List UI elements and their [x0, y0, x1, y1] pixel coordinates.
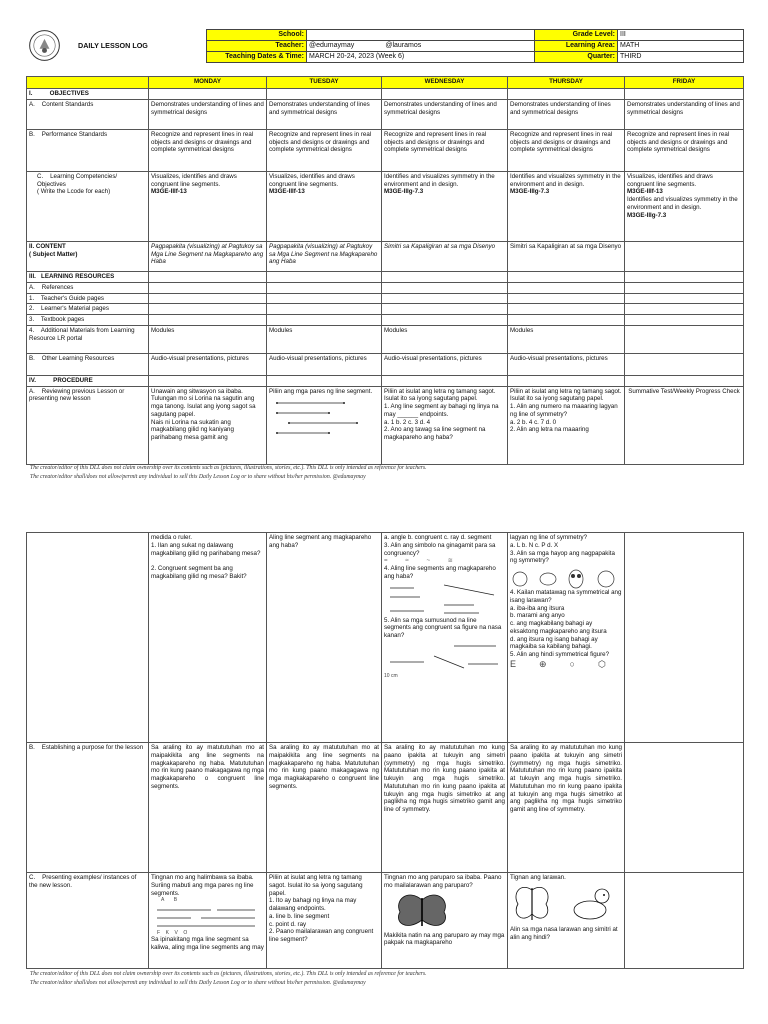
- review-thu: Piliin at isulat ang letra ng tamang sagot. Isulat ito sa iyong sagutang papel. 1. Alin ang numero na maaaring lagyan ng line of symmetry? a. 2 b. 4 c. 7 d. 0 2. Alin ang letra na maaaring: [508, 386, 625, 464]
- teacher-value: @edumaymay @lauramos: [307, 41, 535, 52]
- other-resources-label: B. Other Learning Resources: [27, 353, 149, 375]
- day-thursday: THURSDAY: [508, 77, 625, 89]
- content-standard-mon: Demonstrates understanding of lines and symmetrical designs: [149, 99, 267, 129]
- purpose-wed: Sa araling ito ay matututuhan mo kung paano ipakita at tukuyin ang simetri (symmetry) ng mga hugis simetriko. Matututuhan mo rin kung paano ipakita at tukuyin ang mga hugis simetriko. Matututuhan mo rin kung paano ipakita at tukuyin ang mga hugis simetriko at ang paglikha ng mga hugis simetriko gamit ang line of symmetry.: [382, 743, 508, 873]
- content-label: II. CONTENT ( Subject Matter): [27, 241, 149, 271]
- day-wednesday: WEDNESDAY: [382, 77, 508, 89]
- dates-value: MARCH 20-24, 2023 (Week 6): [307, 52, 535, 63]
- references-label: A. References: [27, 282, 149, 293]
- school-label: School:: [207, 30, 307, 41]
- other-resources-mon: Audio-visual presentations, pictures: [149, 353, 267, 375]
- content-mon: Pagpapakita (visualizing) at Pagtukoy sa Mga Line Segment na Magkapareho ang Haba: [149, 241, 267, 271]
- area-label: Learning Area:: [535, 41, 618, 52]
- resources-label: III. LEARNING RESOURCES: [27, 271, 149, 282]
- content-standard-wed: Demonstrates understanding of lines and symmetrical designs: [382, 99, 508, 129]
- purpose-tue: Sa araling ito ay matututuhan mo at maipakikita ang line segments na magkakapareho ng haba. Matututuhan mo rin kung paano makagagawa ng mga magkakapareho o congruent line segments.: [267, 743, 382, 873]
- page-2: [0, 512, 768, 1024]
- lcode-fri-b: M3GE-IIIg-7.3: [627, 211, 667, 219]
- header-info-grid: [206, 29, 744, 63]
- review-cont-mon: medida o ruler. 1. Ilan ang sukat ng dalawang magkabilang gilid ng parihabang mesa? 2. Congruent segment ba ang magkabilang gilid ng mesa? Bakit?: [149, 533, 267, 743]
- school-value: [307, 30, 535, 41]
- competencies-row: [27, 171, 744, 241]
- tb-row: [27, 315, 744, 326]
- congruency-symbols: = ≈ ~ ≅: [384, 557, 461, 565]
- day-monday: MONDAY: [149, 77, 267, 89]
- review-cont-thu-a: lagyan ng line of symmetry? a. L b. N c. P d. X 3. Alin sa mga hayop ang nagpapakita ng symmetry?: [510, 534, 615, 565]
- examples-thu-a: Tignan ang larawan.: [510, 874, 566, 881]
- review-cont-wed-a: a. angle b. congruent c. ray d. segment 3. Alin ang simbolo na ginagamit para sa congruency?: [384, 534, 496, 557]
- lm-row: [27, 304, 744, 315]
- performance-standards-row: [27, 129, 744, 171]
- review-wed: Piliin at isulat ang letra ng tamang sagot. Isulat ito sa iyong sagutang papel. 1. Ang line segment ay bahagi ng linya na may ______ endpoints. a. 1 b. 2 c. 3 d. 4 2. Ano ang tawag sa line segment na magkapareho ang haba?: [382, 386, 508, 464]
- other-resources-thu: Audio-visual presentations, pictures: [508, 353, 625, 375]
- resources-row: [27, 271, 744, 282]
- performance-standard-mon: Recognize and represent lines in real objects and designs or drawings and complete symmetrical designs: [149, 129, 267, 171]
- competencies-label: C. Learning Competencies/ Objectives ( Write the Lcode for each): [27, 171, 149, 241]
- review-cont-thu-b: 4. Kailan matatawag na symmetrical ang isang larawan? a. iba-iba ang itsura b. marami ang anyo c. ang magkabilang bahagi ay eksaktong magkapareho ang itsura d. ang itsura ng isang bahagi ay magkaiba sa kabilang bahagi. 5. Alin ang hindi symmetrical figure?: [510, 589, 622, 658]
- mon-fig-bottom-labels: F K V O: [157, 929, 188, 936]
- competency-wed: Identifies and visualizes symmetry in the environment and in design.: [384, 172, 497, 188]
- teacher-label: Teacher:: [207, 41, 307, 52]
- additional-wed: Modules: [382, 325, 508, 353]
- references-row: [27, 282, 744, 293]
- review-label: A. Reviewing previous Lesson or presenting new lesson: [27, 386, 149, 464]
- competency-tue: Visualizes, identifies and draws congruent line segments.: [269, 172, 357, 188]
- lesson-table-page-1: [26, 76, 744, 465]
- content-row: [27, 241, 744, 271]
- tg-row: [27, 293, 744, 304]
- lm-label: 2. Learner's Material pages: [27, 304, 149, 315]
- objectives-label: I. OBJECTIVES: [27, 89, 149, 100]
- disclaimer-line-2-p2: The creator/editor shall/does not allow/permit any individual to sell this Daily Lesson Log or to share without his/her permission. @edumaymay: [30, 980, 366, 986]
- dll-header: [26, 28, 743, 67]
- lcode-tue: M3GE-IIIf-13: [269, 188, 305, 196]
- grade-label: Grade Level:: [535, 30, 618, 41]
- dll-title: DAILY LESSON LOG: [78, 41, 148, 50]
- other-resources-tue: Audio-visual presentations, pictures: [267, 353, 382, 375]
- page-1: [0, 0, 768, 500]
- lcode-thu: M3GE-IIIg-7.3: [510, 188, 550, 196]
- additional-mon: Modules: [149, 325, 267, 353]
- mon-fig-top-labels: A B: [161, 897, 178, 904]
- review-mon: Unawain ang sitwasyon sa ibaba. Tulungan mo si Lorina na sagutin ang mga tanong. Isulat ang iyong sagot sa sagutang papel. Nais ni Lorina na sukatin ang magkabilang gilid ng kaniyang parihabang mesa gamit ang: [149, 386, 267, 464]
- examples-wed-a: Tingnan mo ang paruparo sa ibaba. Paano mo mailalarawan ang paruparo?: [384, 874, 504, 889]
- lesson-table-page-2: [26, 532, 744, 969]
- performance-standard-thu: Recognize and represent lines in real objects and designs or drawings and complete symmetrical designs: [508, 129, 625, 171]
- performance-standards-label: B. Performance Standards: [27, 129, 149, 171]
- examples-mon-a: Tingnan mo ang halimbawa sa ibaba. Suriing mabuti ang mga pares ng line segments.: [151, 874, 256, 897]
- purpose-mon: Sa araling ito ay matututuhan mo at maipakikita ang line segments na magkakapareho ng haba. Matututuhan mo rin kung paano makagagawa ng mga magkakapareho o congruent line segments.: [149, 743, 267, 873]
- competency-thu: Identifies and visualizes symmetry in the environment and in design.: [510, 172, 623, 188]
- other-resources-row: [27, 353, 744, 375]
- competency-fri-a: Visualizes, identifies and draws congruent line segments.: [627, 172, 715, 188]
- review-cont-tue: Aling line segment ang magkapareho ang haba?: [267, 533, 382, 743]
- area-value: MATH: [618, 41, 744, 52]
- review-cont-row: [27, 533, 744, 743]
- examples-thu-b: Alin sa mga nasa larawan ang simitri at alin ang hindi?: [510, 925, 620, 941]
- examples-row: [27, 873, 744, 969]
- review-cont-wed-c: 5. Alin sa mga sumusunod na line segments ang congruent sa figure na nasa kanan?: [384, 616, 504, 639]
- performance-standard-tue: Recognize and represent lines in real objects and designs or drawings and complete symmetrical designs: [267, 129, 382, 171]
- performance-standard-wed: Recognize and represent lines in real objects and designs or drawings and complete symmetrical designs: [382, 129, 508, 171]
- corner-cell: [27, 77, 149, 89]
- examples-label: C. Presenting examples/ instances of the new lesson.: [27, 873, 149, 969]
- content-standards-row: [27, 99, 744, 129]
- lcode-fri-a: M3GE-IIIf-13: [627, 188, 663, 196]
- non-symmetric-options: E ⊕ ○ ⬡: [510, 658, 612, 669]
- disclaimer-line-1: The creator/editor of this DLL does not claim ownership over its contents such as (pictures, illustrations, stories, etc.). This DLL is only intended as reference for teachers.: [30, 465, 427, 471]
- day-friday: FRIDAY: [625, 77, 744, 89]
- symmetry-pictures-figure: [510, 884, 620, 926]
- performance-standard-fri: Recognize and represent lines in real objects and designs or drawings and complete symmetrical designs: [625, 129, 744, 171]
- examples-mon-b: Sa ipinakitang mga line segment sa kaliwa, aling mga line segments ang may: [151, 935, 264, 951]
- content-thu: Simitri sa Kapaligiran at sa mga Disenyo: [508, 241, 625, 271]
- review-row: [27, 386, 744, 464]
- competency-fri-b: Identifies and visualizes symmetry in the environment and in design.: [627, 196, 740, 211]
- grade-value: III: [618, 30, 744, 41]
- examples-tue: Piliin at isulat ang letra ng tamang sagot. Isulat ito sa iyong sagutang papel. 1. Ito ay bahagi ng linya na may dalawang endpoints. a. line b. line segment c. point d. ray 2. Paano mailalarawan ang congruent line segment?: [267, 873, 382, 969]
- content-wed: Simitri sa Kapaligiran at sa mga Disenyo: [382, 241, 508, 271]
- additional-tue: Modules: [267, 325, 382, 353]
- content-standard-tue: Demonstrates understanding of lines and symmetrical designs: [267, 99, 382, 129]
- deped-seal-icon: [28, 29, 61, 62]
- dates-label: Teaching Dates & Time:: [207, 52, 307, 63]
- content-standard-fri: Demonstrates understanding of lines and symmetrical designs: [625, 99, 744, 129]
- butterfly-icon: [392, 892, 452, 932]
- tb-label: 3. Textbook pages: [27, 315, 149, 326]
- examples-wed-b: Makikita natin na ang paruparo ay may mga pakpak na magkapareho: [384, 931, 507, 947]
- quarter-value: THIRD: [618, 52, 744, 63]
- procedure-label: IV. PROCEDURE: [27, 375, 149, 386]
- purpose-thu: Sa araling ito ay matututuhan mo kung paano ipakita at tukuyin ang simetri (symmetry) ng mga hugis simetriko. Matututuhan mo rin kung paano ipakita at tukuyin ang mga hugis simetriko. Matututuhan mo rin kung paano ipakita at tukuyin ang mga hugis simetriko at ang paglikha ng mga hugis simetriko gamit ang line of symmetry.: [508, 743, 625, 873]
- days-header-row: [27, 77, 744, 89]
- congruent-target-figure: [384, 642, 502, 672]
- content-standard-thu: Demonstrates understanding of lines and symmetrical designs: [508, 99, 625, 129]
- line-segments-figure: [269, 397, 369, 437]
- day-tuesday: TUESDAY: [267, 77, 382, 89]
- other-resources-wed: Audio-visual presentations, pictures: [382, 353, 508, 375]
- lcode-mon: M3GE-IIIf-13: [151, 188, 187, 196]
- review-fri: Summative Test/Weekly Progress Check: [625, 386, 744, 464]
- congruent-pairs-figure: [151, 906, 261, 930]
- content-standards-label: A. Content Standards: [27, 99, 149, 129]
- additional-row: [27, 325, 744, 353]
- additional-thu: Modules: [508, 325, 625, 353]
- purpose-label: B. Establishing a purpose for the lesson: [27, 743, 149, 873]
- quarter-label: Quarter:: [535, 52, 618, 63]
- review-tue: Piliin ang mga pares ng line segment.: [269, 387, 373, 395]
- objectives-row: [27, 89, 744, 100]
- segment-length-label: 10 cm: [384, 672, 398, 679]
- lcode-wed: M3GE-IIIg-7.3: [384, 188, 424, 196]
- purpose-row: [27, 743, 744, 873]
- animals-figure: [510, 567, 622, 589]
- review-cont-wed-b: 4. Aling line segments ang magkapareho ang haba?: [384, 565, 498, 580]
- segments-compare-figure: [384, 583, 502, 617]
- tg-label: 1. Teacher's Guide pages: [27, 293, 149, 304]
- competency-mon: Visualizes, identifies and draws congruent line segments.: [151, 172, 239, 188]
- additional-label: 4. Additional Materials from Learning Resource LR portal: [27, 325, 149, 353]
- disclaimer-line-2: The creator/editor shall/does not allow/permit any individual to sell this Daily Lesson Log or to share without his/her permission. @edumaymay: [30, 474, 366, 480]
- disclaimer-line-1-p2: The creator/editor of this DLL does not claim ownership over its contents such as (pictures, illustrations, stories, etc.). This DLL is only intended as reference for teachers.: [30, 971, 427, 977]
- content-tue: Pagpapakita (visualizing) at Pagtukoy sa Mga Line Segment na Magkapareho ang Haba: [267, 241, 382, 271]
- procedure-row: [27, 375, 744, 386]
